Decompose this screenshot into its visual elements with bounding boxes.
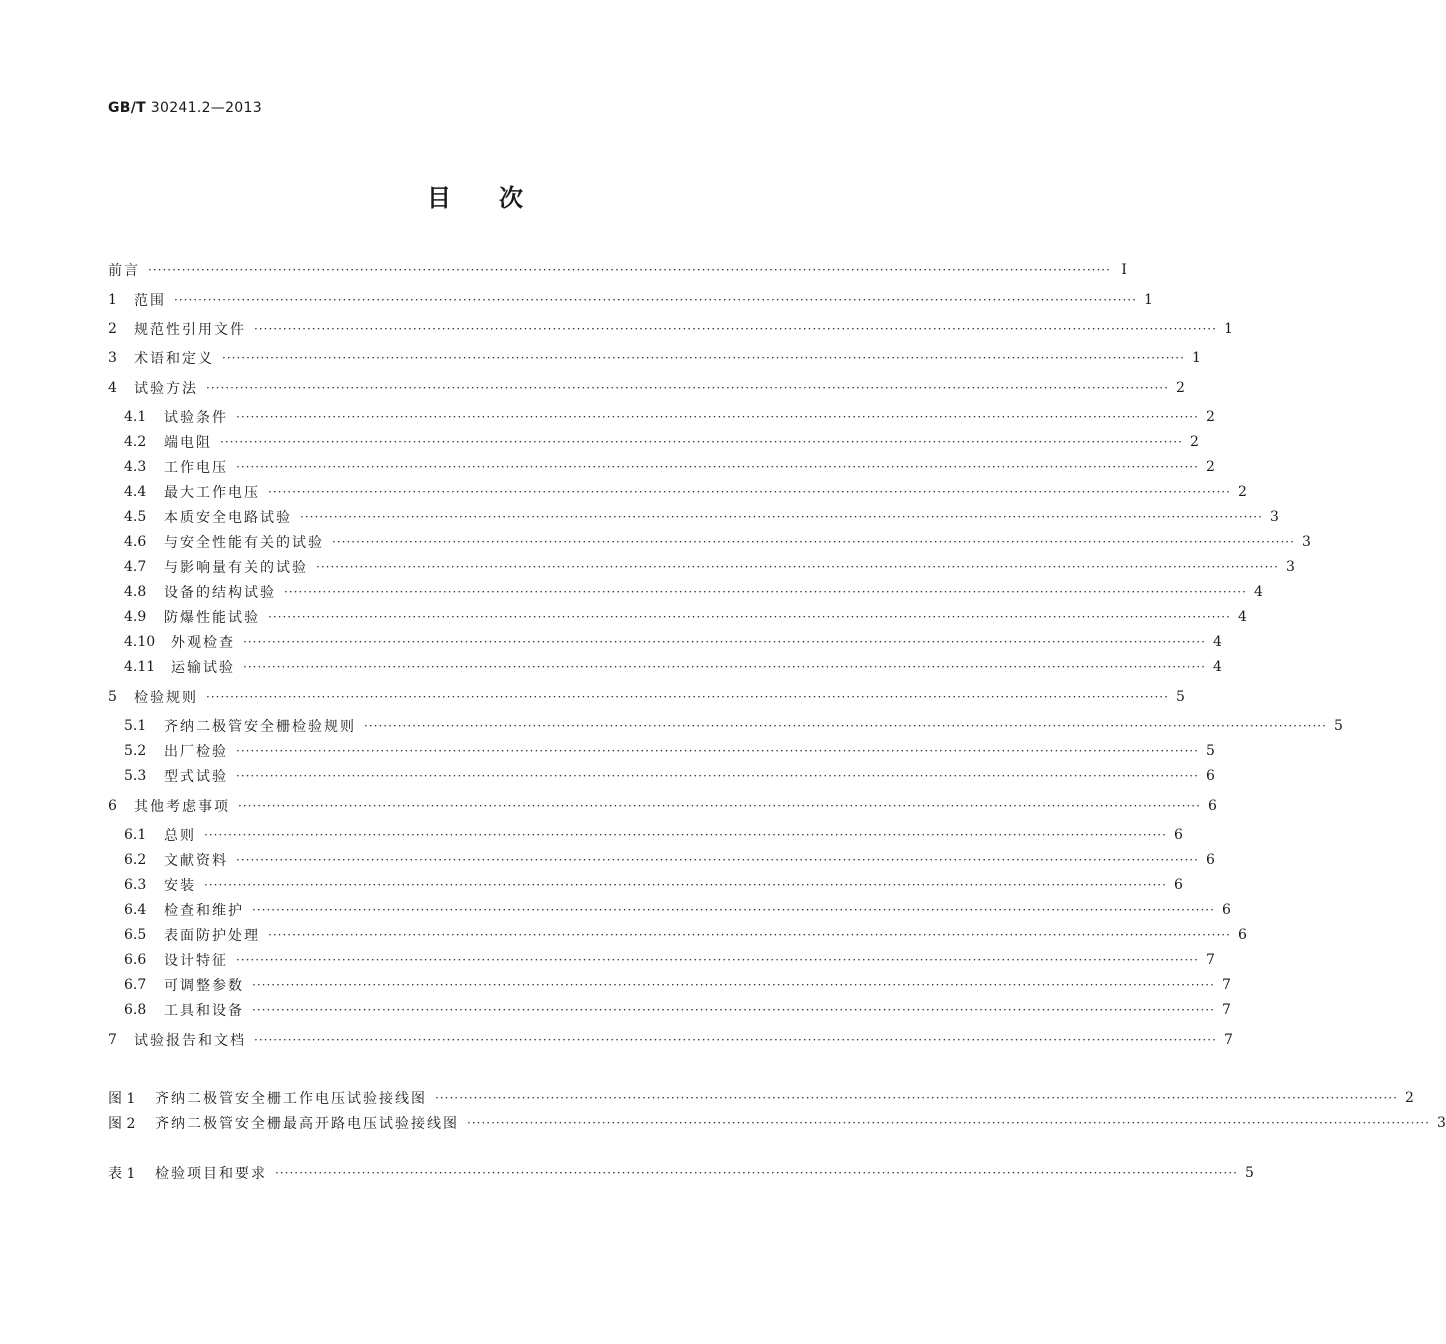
leader-dots: ········································································································································································································ bbox=[316, 560, 1279, 574]
toc-entry[interactable]: 4.10 外观检查 ········································································································································································································ 4 bbox=[124, 634, 1222, 651]
leader-dots: ········································································································································································································ bbox=[206, 690, 1169, 704]
toc-entry[interactable]: 6.2 文献资料 ········································································································································································································ 6 bbox=[124, 852, 1215, 869]
leader-dots: ········································································································································································································ bbox=[174, 293, 1137, 307]
leader-dots: ········································································································································································································ bbox=[332, 535, 1295, 549]
toc-entry[interactable]: 4.3 工作电压 ········································································································································································································ 2 bbox=[124, 459, 1215, 476]
leader-dots: ········································································································································································································ bbox=[243, 660, 1206, 674]
leader-dots: ········································································································································································································ bbox=[252, 978, 1215, 992]
leader-dots: ········································································································································································································ bbox=[268, 610, 1231, 624]
leader-dots: ········································································································································································································ bbox=[204, 828, 1167, 842]
leader-dots: ········································································································································································································ bbox=[236, 853, 1199, 867]
leader-dots: ········································································································································································································ bbox=[364, 719, 1327, 733]
leader-dots: ········································································································································································································ bbox=[300, 510, 1263, 524]
leader-dots: ········································································································································································································ bbox=[268, 485, 1231, 499]
toc-entry[interactable]: 4.5 本质安全电路试验 ········································································································································································································ 3 bbox=[124, 509, 1279, 526]
leader-dots: ········································································································································································································ bbox=[206, 381, 1169, 395]
toc-entry[interactable]: 6.1 总则 ········································································································································································································ 6 bbox=[124, 827, 1183, 844]
toc-entry[interactable]: 4.7 与影响量有关的试验 ········································································································································································································ 3 bbox=[124, 559, 1295, 576]
toc-entry[interactable]: 1 范围 ········································································································································································································ 1 bbox=[108, 292, 1153, 309]
toc-entry[interactable]: 5 检验规则 ········································································································································································································ 5 bbox=[108, 689, 1185, 706]
leader-dots: ········································································································································································································ bbox=[243, 635, 1206, 649]
toc-entry[interactable]: 6.6 设计特征 ········································································································································································································ 7 bbox=[124, 952, 1215, 969]
toc-entry[interactable]: 7 试验报告和文档 ········································································································································································································ 7 bbox=[108, 1032, 1233, 1049]
toc-entry[interactable]: 4.9 防爆性能试验 ········································································································································································································ 4 bbox=[124, 609, 1247, 626]
leader-dots: ········································································································································································································ bbox=[148, 263, 1111, 277]
leader-dots: ········································································································································································································ bbox=[254, 322, 1217, 336]
toc-entry[interactable]: 4.6 与安全性能有关的试验 ········································································································································································································ 3 bbox=[124, 534, 1311, 551]
toc-entry[interactable]: 5.1 齐纳二极管安全栅检验规则 ········································································································································································································ 5 bbox=[124, 718, 1343, 735]
leader-dots: ········································································································································································································ bbox=[204, 878, 1167, 892]
leader-dots: ········································································································································································································ bbox=[238, 799, 1201, 813]
leader-dots: ········································································································································································································ bbox=[284, 585, 1247, 599]
toc-entry[interactable]: 6.5 表面防护处理 ········································································································································································································ 6 bbox=[124, 927, 1247, 944]
leader-dots: ········································································································································································································ bbox=[435, 1091, 1398, 1105]
toc-entry[interactable]: 5.3 型式试验 ········································································································································································································ 6 bbox=[124, 768, 1215, 785]
toc-entry[interactable]: 6.4 检查和维护 ········································································································································································································ 6 bbox=[124, 902, 1231, 919]
toc-entry[interactable]: 6 其他考虑事项 ········································································································································································································ 6 bbox=[108, 798, 1217, 815]
toc-entry[interactable]: 4.1 试验条件 ········································································································································································································ 2 bbox=[124, 409, 1215, 426]
leader-dots: ········································································································································································································ bbox=[467, 1116, 1430, 1130]
leader-dots: ········································································································································································································ bbox=[220, 435, 1183, 449]
toc-entry[interactable]: 6.8 工具和设备 ········································································································································································································ 7 bbox=[124, 1002, 1231, 1019]
toc-entry[interactable]: 4.2 端电阻 ········································································································································································································ 2 bbox=[124, 434, 1199, 451]
figure-entry[interactable]: 图 1 齐纳二极管安全栅工作电压试验接线图 ········································································································································································································ 2 bbox=[108, 1090, 1414, 1107]
toc-entry[interactable]: 6.7 可调整参数 ········································································································································································································ 7 bbox=[124, 977, 1231, 994]
toc-entry[interactable]: 2 规范性引用文件 ········································································································································································································ 1 bbox=[108, 321, 1233, 338]
toc-entry[interactable]: 4.8 设备的结构试验 ········································································································································································································ 4 bbox=[124, 584, 1263, 601]
leader-dots: ········································································································································································································ bbox=[236, 744, 1199, 758]
leader-dots: ········································································································································································································ bbox=[236, 953, 1199, 967]
toc-entry[interactable]: 5.2 出厂检验 ········································································································································································································ 5 bbox=[124, 743, 1215, 760]
toc-entry[interactable]: 4.11 运输试验 ········································································································································································································ 4 bbox=[124, 659, 1222, 676]
standard-code: GB/T 30241.2—2013 bbox=[108, 100, 262, 116]
leader-dots: ········································································································································································································ bbox=[236, 460, 1199, 474]
toc-entry[interactable]: 3 术语和定义 ········································································································································································································ 1 bbox=[108, 350, 1201, 367]
table-entry[interactable]: 表 1 检验项目和要求 ········································································································································································································ 5 bbox=[108, 1165, 1254, 1182]
figure-entry[interactable]: 图 2 齐纳二极管安全栅最高开路电压试验接线图 ········································································································································································································ 3 bbox=[108, 1115, 1446, 1132]
leader-dots: ········································································································································································································ bbox=[268, 928, 1231, 942]
leader-dots: ········································································································································································································ bbox=[236, 769, 1199, 783]
page-title: 目次 bbox=[427, 184, 571, 212]
leader-dots: ········································································································································································································ bbox=[254, 1033, 1217, 1047]
leader-dots: ········································································································································································································ bbox=[236, 410, 1199, 424]
leader-dots: ········································································································································································································ bbox=[252, 1003, 1215, 1017]
leader-dots: ········································································································································································································ bbox=[252, 903, 1215, 917]
toc-entry[interactable]: 6.3 安装 ········································································································································································································ 6 bbox=[124, 877, 1183, 894]
toc-entry[interactable]: 4.4 最大工作电压 ········································································································································································································ 2 bbox=[124, 484, 1247, 501]
toc-entry-foreword[interactable]: 前言 ········································································································································································································ Ⅰ bbox=[108, 262, 1127, 279]
leader-dots: ········································································································································································································ bbox=[275, 1166, 1238, 1180]
toc-entry[interactable]: 4 试验方法 ········································································································································································································ 2 bbox=[108, 380, 1185, 397]
leader-dots: ········································································································································································································ bbox=[222, 351, 1185, 365]
